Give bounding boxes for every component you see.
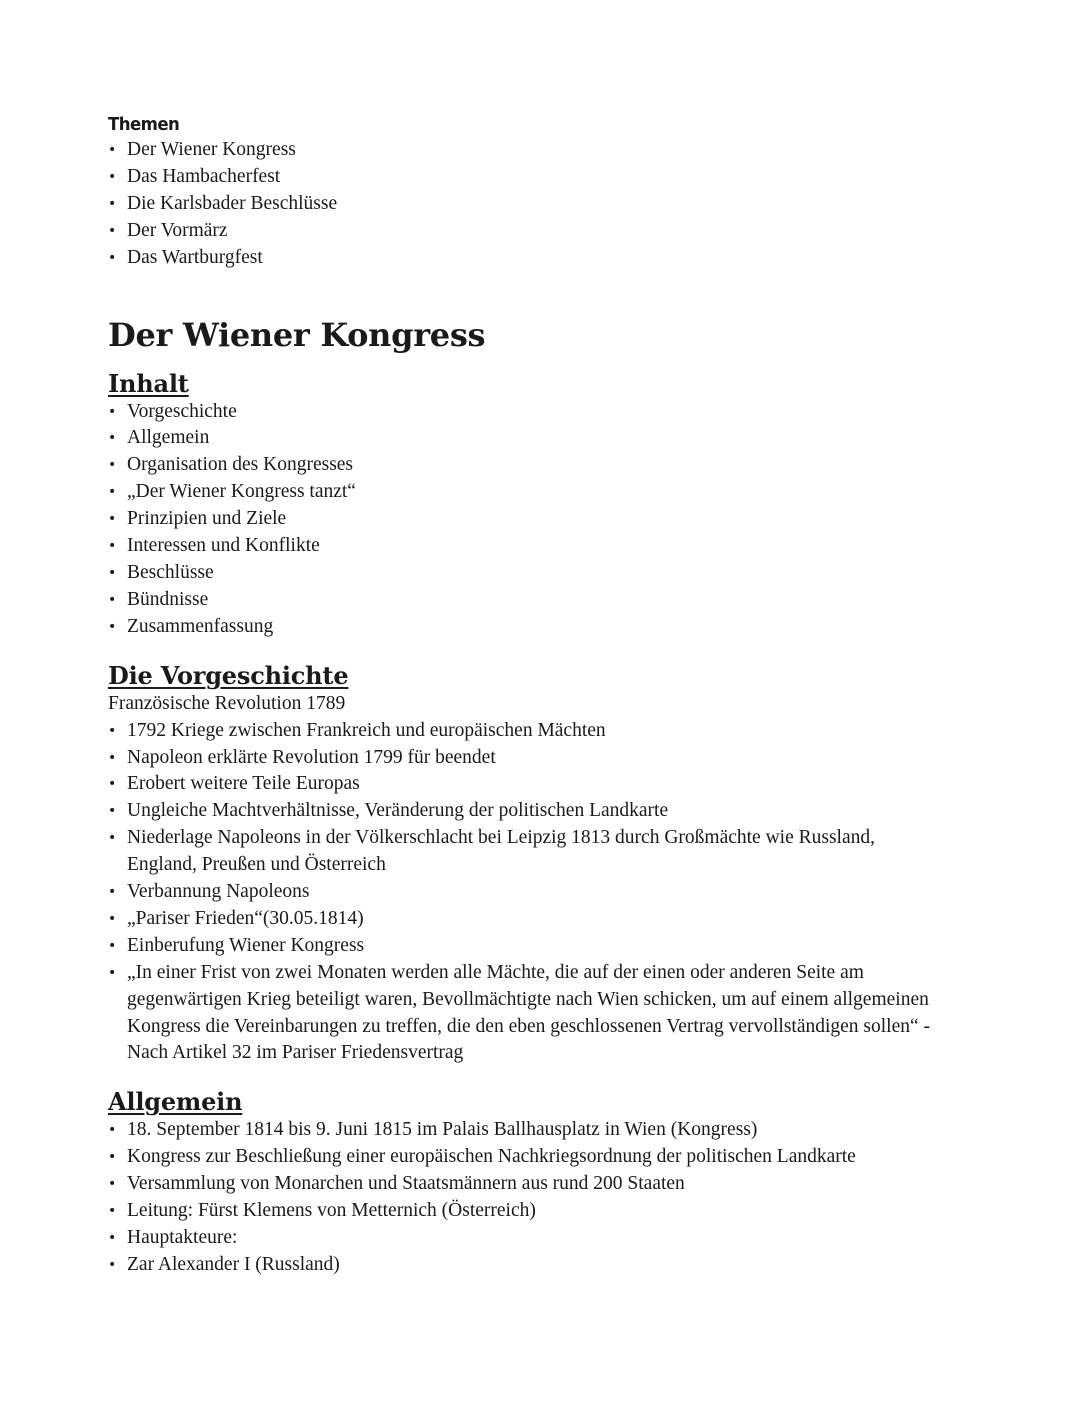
bullet-icon: •	[108, 511, 117, 528]
list-item: • Bündnisse	[108, 587, 948, 614]
list-item: • Der Vormärz	[108, 218, 948, 245]
bullet-icon: •	[108, 1256, 117, 1273]
bullet-icon: •	[108, 430, 117, 447]
list-item: • Erobert weitere Teile Europas	[108, 771, 948, 798]
list-item: • Kongress zur Beschließung einer europäischen Nachkriegsordnung der politischen Landkarte	[108, 1144, 948, 1171]
list-item: • Zar Alexander I (Russland)	[108, 1252, 948, 1279]
bullet-icon: •	[108, 618, 117, 635]
bullet-icon: •	[108, 803, 117, 820]
list-item: • Das Wartburgfest	[108, 245, 948, 272]
topics-list	[108, 137, 948, 272]
bullet-icon: •	[108, 484, 117, 501]
list-item: • Allgemein	[108, 425, 948, 452]
list-item: • Interessen und Konflikte	[108, 533, 948, 560]
list-item: • Napoleon erklärte Revolution 1799 für beendet	[108, 745, 948, 772]
list-item: • Niederlage Napoleons in der Völkerschlacht bei Leipzig 1813 durch Großmächte wie Russland, England, Preußen und Österreich	[108, 827, 875, 876]
page-title: Der Wiener Kongress	[108, 315, 486, 354]
bullet-icon: •	[108, 222, 117, 239]
bullet-icon: •	[108, 830, 117, 847]
bullet-icon: •	[108, 1149, 117, 1166]
bullet-icon: •	[108, 564, 117, 581]
bullet-icon: •	[108, 884, 117, 901]
bullet-icon: •	[108, 1230, 117, 1246]
list-item: • Verbannung Napoleons	[108, 879, 948, 906]
list-item: • Hauptakteure:	[108, 1225, 948, 1252]
list-item: • Prinzipien und Ziele	[108, 506, 948, 533]
bullet-icon: •	[108, 142, 117, 158]
list-item: • Die Karlsbader Beschlüsse	[108, 191, 948, 218]
bullet-icon: •	[108, 403, 117, 420]
contents-heading: Inhalt	[108, 368, 189, 398]
general-heading: Allgemein	[108, 1087, 243, 1117]
list-item: • Vorgeschichte	[108, 399, 948, 426]
bullet-icon: •	[108, 1203, 117, 1220]
bullet-icon: •	[108, 457, 117, 474]
bullet-icon: •	[108, 249, 117, 266]
list-item: • Versammlung von Monarchen und Staatsmännern aus rund 200 Staaten	[108, 1171, 948, 1198]
list-item: • Ungleiche Machtverhältnisse, Veränderung der politischen Landkarte	[108, 798, 948, 825]
bullet-icon: •	[108, 168, 117, 185]
list-item: • Zusammenfassung	[108, 614, 948, 641]
list-item: • Der Wiener Kongress	[108, 137, 948, 164]
list-item: • „In einer Frist von zwei Monaten werden alle Mächte, die auf der einen oder anderen Seite am gegenwärtigen Krieg beteiligt waren, Bevollmächtigte nach Wien schicken, um auf einem allgemeinen Kongress die Vereinbarungen zu treffen, die den eben geschlossenen Vertrag vervollständigen sollen“ - Nach Artikel 32 im Pariser Friedensvertrag	[108, 961, 931, 1064]
list-item: • Beschlüsse	[108, 560, 948, 587]
bullet-icon: •	[108, 722, 117, 739]
general-list	[108, 1117, 948, 1278]
list-item: • 18. September 1814 bis 9. Juni 1815 im Palais Ballhausplatz in Wien (Kongress)	[108, 1117, 948, 1144]
contents-list	[108, 399, 948, 641]
list-item: • Das Hambacherfest	[108, 164, 948, 191]
bullet-icon: •	[108, 1122, 117, 1139]
prehistory-heading: Die Vorgeschichte	[108, 660, 349, 690]
bullet-icon: •	[108, 1176, 117, 1193]
list-item: • 1792 Kriege zwischen Frankreich und europäischen Mächten	[108, 718, 948, 745]
list-item: • Organisation des Kongresses	[108, 452, 948, 479]
bullet-icon: •	[108, 749, 117, 766]
bullet-icon: •	[108, 910, 117, 927]
list-item: • Leitung: Fürst Klemens von Metternich (Österreich)	[108, 1198, 948, 1225]
bullet-icon: •	[108, 964, 117, 981]
bullet-icon: •	[108, 195, 117, 212]
topics-heading: Themen	[108, 114, 180, 135]
bullet-icon: •	[108, 937, 117, 954]
prehistory-list	[108, 718, 948, 1068]
list-item: • „Der Wiener Kongress tanzt“	[108, 479, 948, 506]
document-page	[108, 113, 948, 1279]
prehistory-intro: Französische Revolution 1789	[108, 692, 346, 714]
list-item: • Einberufung Wiener Kongress	[108, 933, 948, 960]
list-item: • „Pariser Frieden“(30.05.1814)	[108, 906, 948, 933]
bullet-icon: •	[108, 538, 117, 555]
bullet-icon: •	[108, 776, 117, 793]
bullet-icon: •	[108, 591, 117, 608]
